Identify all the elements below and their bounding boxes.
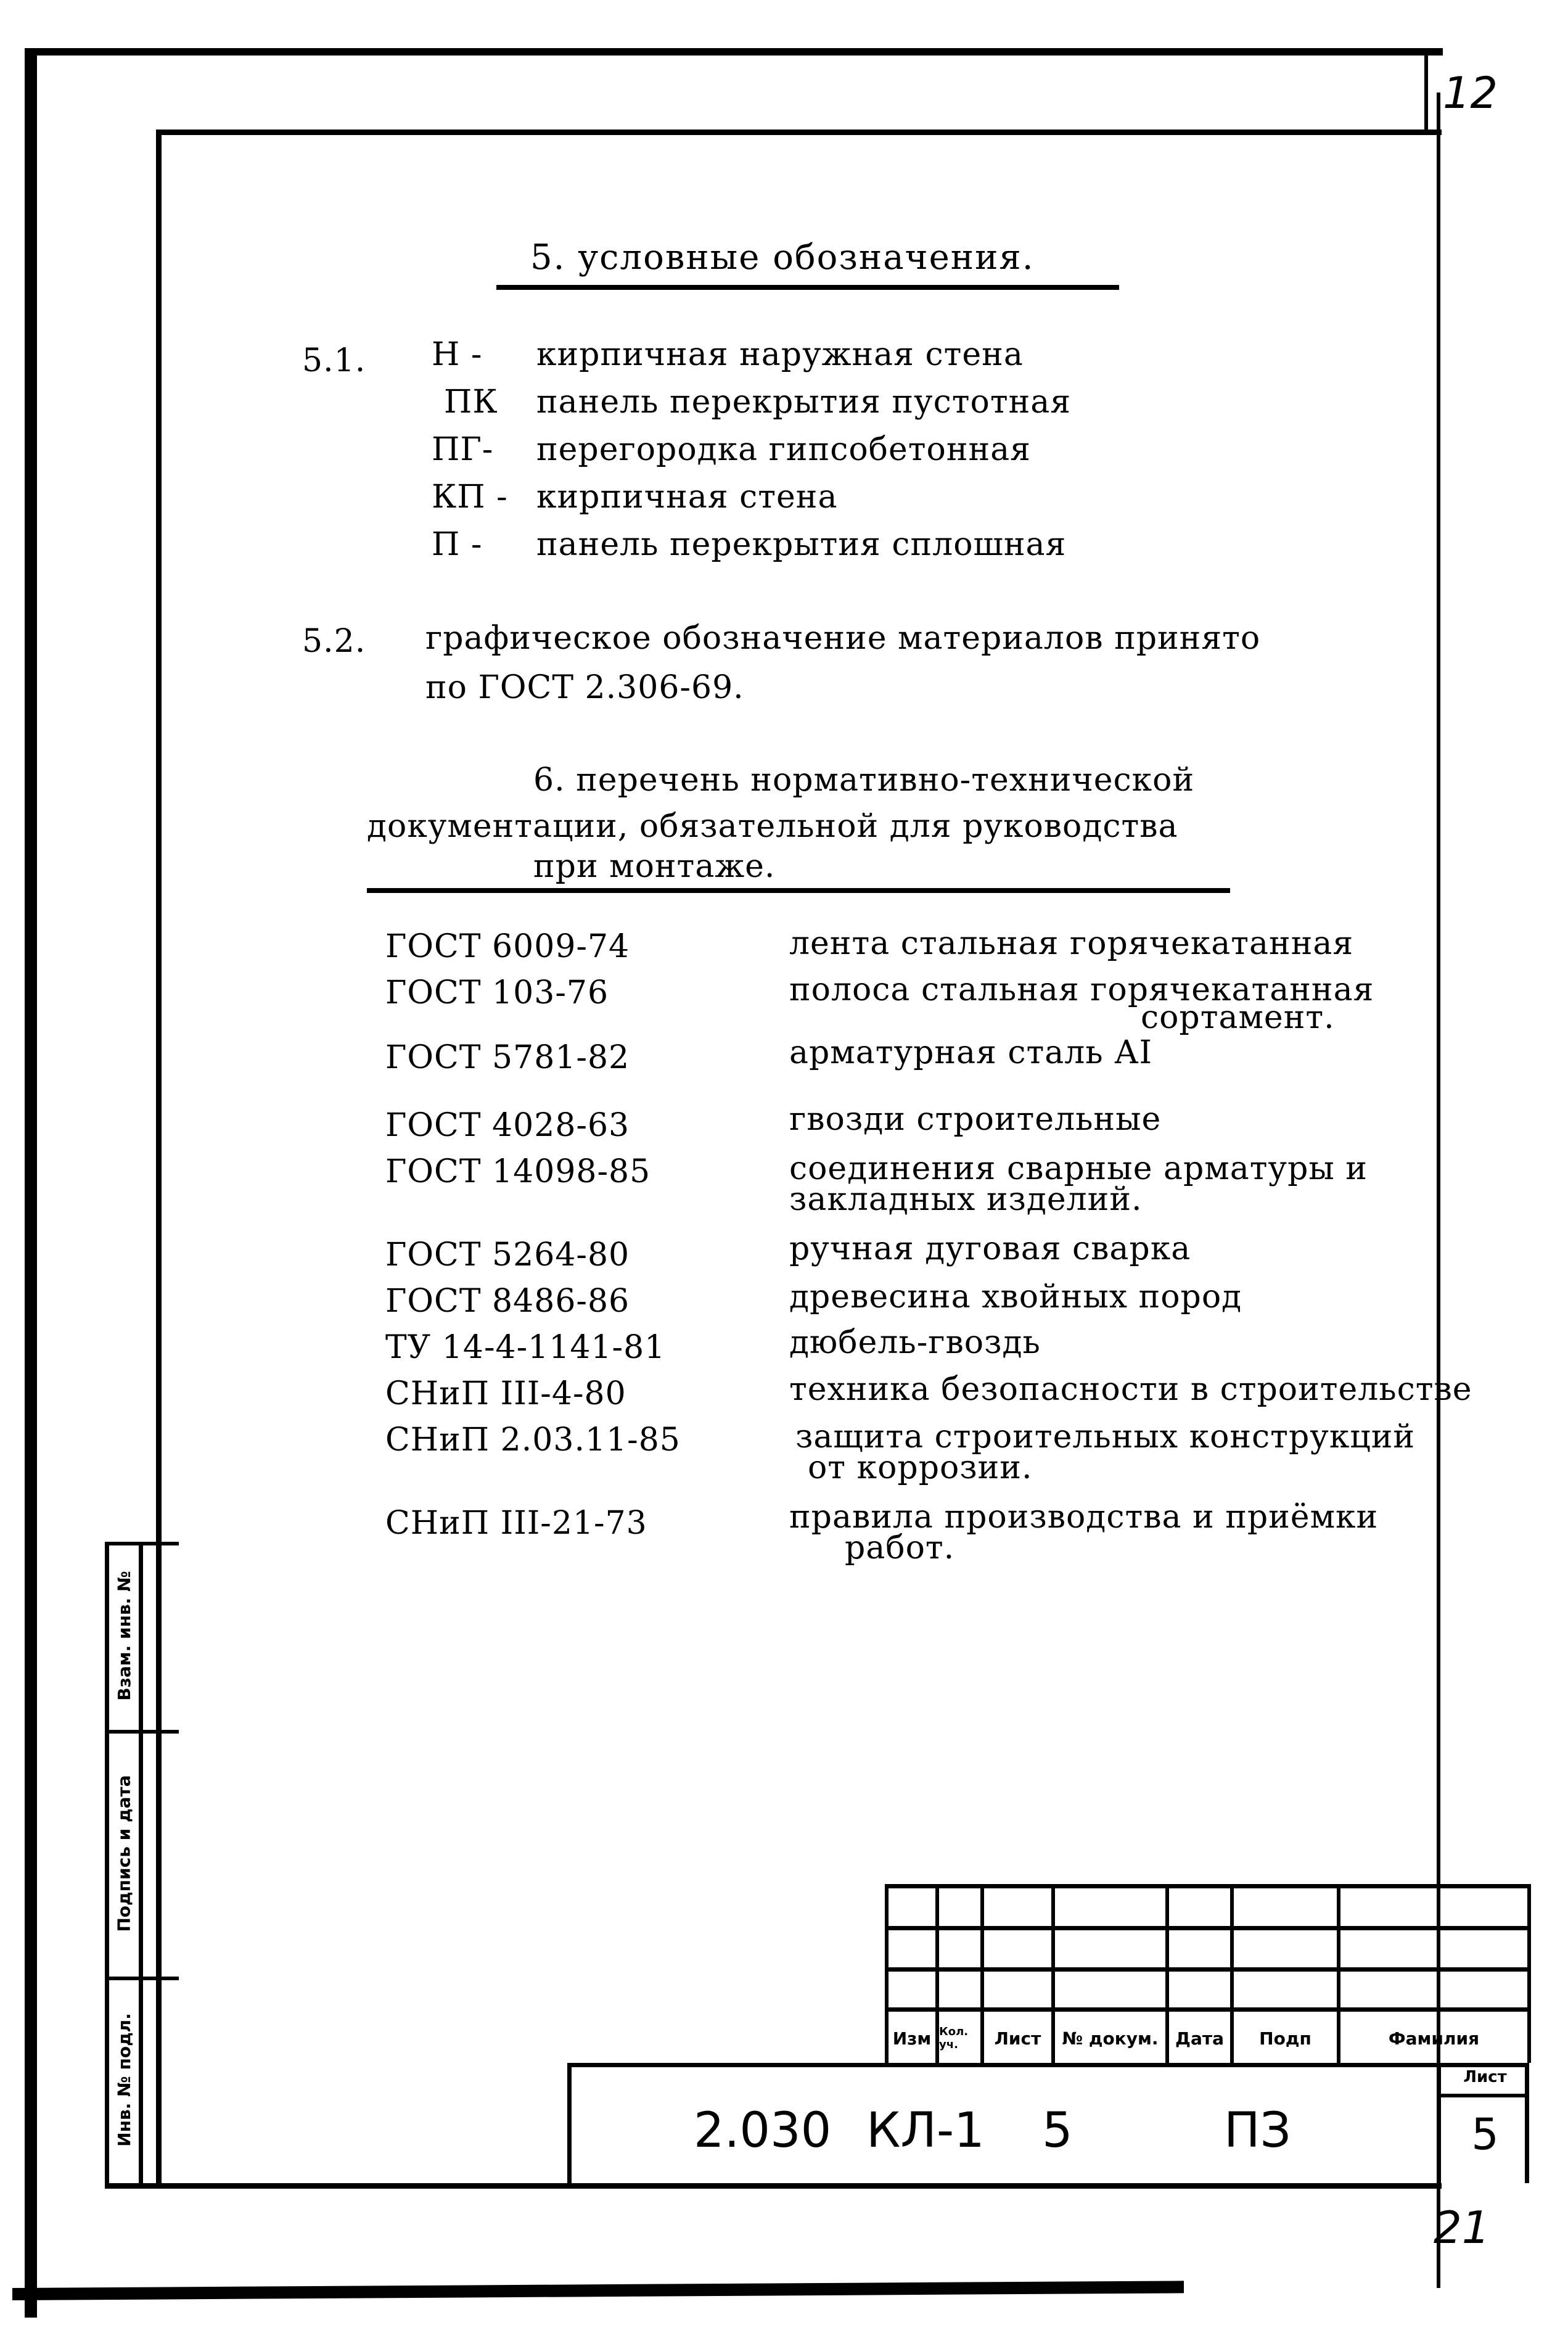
inner-frame-bottom (105, 2183, 1442, 2189)
column-header-change: Изм (892, 2028, 932, 2049)
section-6-title-line1: 6. перечень нормативно-технической (533, 762, 1195, 799)
documents-table (385, 925, 1495, 1576)
designation-code: КЛ-1 (866, 2103, 985, 2158)
doc-title: ручная дуговая сварка (789, 1230, 1191, 1267)
legend-description: кирпичная наружная стена (536, 336, 1024, 373)
doc-code: ГОСТ 6009-74 (385, 928, 630, 965)
column-header-doc-number: № докум. (1062, 2028, 1159, 2049)
doc-title: гвозди строительные (789, 1101, 1162, 1138)
doc-title: полоса стальная горячекатанная (789, 971, 1374, 1008)
item-5-1-number: 5.1. (302, 342, 366, 379)
doc-code: ГОСТ 103-76 (385, 974, 609, 1011)
outer-frame-bottom (12, 2281, 1184, 2300)
designation-series: 2.030 (694, 2103, 832, 2158)
handwritten-page-mark: 21 (1434, 2202, 1490, 2253)
outer-frame-left (25, 48, 37, 2318)
doc-code: ГОСТ 4028-63 (385, 1107, 630, 1144)
side-label-original-inv: Инв. № подл. (113, 2013, 134, 2147)
side-stamp (105, 1542, 179, 2183)
doc-title: древесина хвойных пород (789, 1278, 1242, 1315)
doc-code: ГОСТ 5264-80 (385, 1236, 630, 1273)
inner-frame-top (156, 130, 1442, 135)
doc-title-cont: сортамент. (1141, 999, 1335, 1036)
doc-code: ГОСТ 8486-86 (385, 1283, 630, 1320)
section-6-title-line3: при монтаже. (533, 848, 776, 885)
section-6-underline (367, 888, 1230, 893)
section-5-underline (496, 285, 1119, 290)
item-5-2-line1: графическое обозначение материалов принято (425, 620, 1261, 657)
legend-code: Н - (432, 336, 483, 373)
column-header-count: Кол. уч. (939, 2025, 969, 2051)
doc-code: ГОСТ 5781-82 (385, 1039, 630, 1076)
doc-code: СНиП III-4-80 (385, 1375, 626, 1412)
doc-title: дюбель-гвоздь (789, 1324, 1041, 1361)
section-5-title: 5. условные обозначения. (530, 237, 1035, 278)
side-stamp-divider (139, 1542, 143, 2183)
legend-description: панель перекрытия пустотная (536, 384, 1072, 421)
item-5-2-line2: по ГОСТ 2.306-69. (425, 669, 744, 706)
sheet-label: Лист (1463, 2068, 1507, 2086)
sheet-number-cell (1437, 2063, 1529, 2183)
doc-title-cont: от коррозии. (808, 1449, 1033, 1486)
doc-code: СНиП 2.03.11-85 (385, 1422, 681, 1459)
item-5-2-number: 5.2. (302, 623, 366, 660)
doc-code: ГОСТ 14098-85 (385, 1153, 651, 1190)
doc-title-cont: работ. (845, 1529, 955, 1566)
side-label-signature-date: Подпись и дата (113, 1774, 134, 1932)
legend-code: ПГ- (432, 431, 494, 468)
sheet-cell-divider (1441, 2094, 1529, 2097)
side-label-replacement-inv: Взам. инв. № (113, 1571, 134, 1701)
corner-box-divider (1424, 54, 1428, 130)
doc-code: СНиП III-21-73 (385, 1505, 647, 1542)
doc-code: ТУ 14-4-1141-81 (385, 1329, 666, 1366)
sheet-value: 5 (1471, 2109, 1499, 2160)
legend-description: кирпичная стена (536, 479, 838, 516)
column-header-date: Дата (1175, 2028, 1224, 2049)
doc-title: правила производства и приёмки (789, 1499, 1379, 1536)
legend-code: ПК (444, 384, 498, 421)
doc-title: арматурная сталь АI (789, 1034, 1153, 1071)
legend-code: КП - (432, 479, 508, 516)
doc-title-cont: закладных изделий. (789, 1181, 1143, 1218)
section-6-title-line2: документации, обязательной для руководства (367, 808, 1178, 845)
designation-doc-type: ПЗ (1224, 2103, 1291, 2158)
doc-title: лента стальная горячекатанная (789, 925, 1354, 962)
designation-issue: 5 (1042, 2103, 1073, 2158)
corner-sheet-number: 12 (1443, 68, 1498, 118)
column-header-surname: Фамилия (1388, 2028, 1480, 2049)
legend-description: перегородка гипсобетонная (536, 431, 1031, 468)
doc-title: соединения сварные арматуры и (789, 1150, 1368, 1187)
revision-table (885, 1884, 1531, 2063)
doc-title: техника безопасности в строительстве (789, 1371, 1472, 1408)
grid-line (1527, 1884, 1531, 2063)
column-header-sheet: Лист (994, 2028, 1041, 2049)
legend-code: П - (432, 526, 483, 563)
doc-title: защита строительных конструкций (795, 1418, 1416, 1455)
column-header-signature: Подп (1259, 2028, 1311, 2049)
outer-frame-top (25, 48, 1443, 56)
legend-description: панель перекрытия сплошная (536, 526, 1067, 563)
